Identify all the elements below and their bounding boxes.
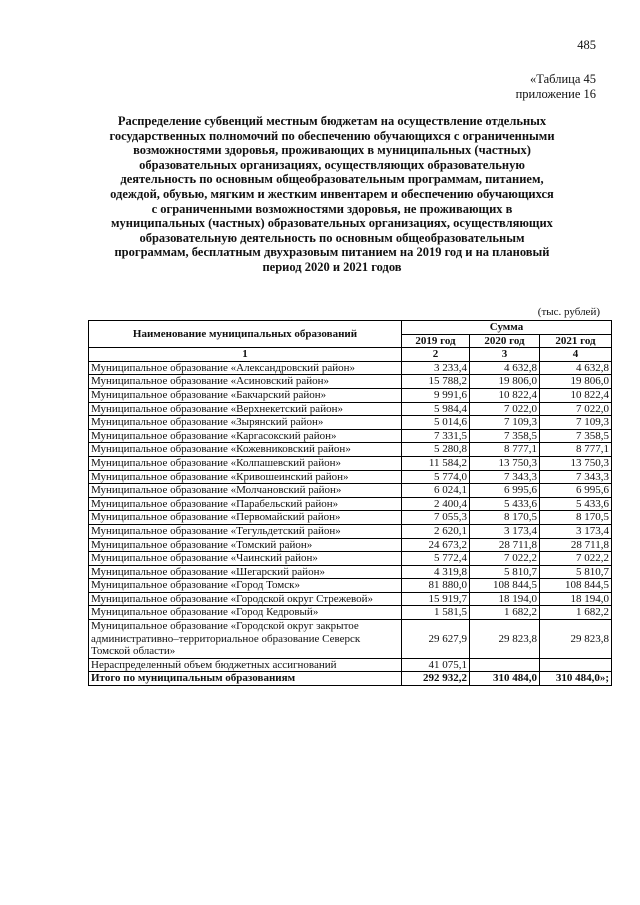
- value-2019: 15 919,7: [402, 592, 470, 606]
- municipality-name: Муниципальное образование «Кожевниковский район»: [89, 443, 402, 457]
- value-2020: 7 022,2: [470, 552, 540, 566]
- value-2019: 3 233,4: [402, 361, 470, 375]
- column-number: 1: [89, 348, 402, 362]
- value-2019: 5 280,8: [402, 443, 470, 457]
- municipality-name: Муниципальное образование «Первомайский район»: [89, 511, 402, 525]
- title-line: муниципальных (частных) образовательных организациях, осуществляющих: [111, 216, 553, 231]
- table-row: [89, 524, 612, 538]
- table-body: [89, 361, 612, 672]
- value-2021: 28 711,8: [540, 538, 612, 552]
- title-line: одеждой, обувью, мягким и жестким инвентарем и обеспечению обучающихся: [110, 186, 554, 201]
- value-2020: 7 343,3: [470, 470, 540, 484]
- municipality-name: Муниципальное образование «Колпашевский район»: [89, 456, 402, 470]
- municipality-name: Муниципальное образование «Александровский район»: [89, 361, 402, 375]
- municipality-name: Нераспределенный объем бюджетных ассигнований: [89, 658, 402, 672]
- value-2021: 29 823,8: [540, 620, 612, 659]
- title-line: Распределение субвенций местным бюджетам на осуществление отдельных: [117, 114, 547, 128]
- value-2020: 7 022,0: [470, 402, 540, 416]
- municipality-name: Муниципальное образование «Парабельский район»: [89, 497, 402, 511]
- value-2020: 13 750,3: [470, 456, 540, 470]
- value-2021: [540, 658, 612, 672]
- value-2021: 19 806,0: [540, 375, 612, 389]
- value-2020: 7 358,5: [470, 429, 540, 443]
- municipality-name: Муниципальное образование «Тегульдетский район»: [89, 524, 402, 538]
- value-2020: 10 822,4: [470, 388, 540, 402]
- total-2021: 310 484,0»;: [540, 672, 612, 686]
- value-2019: 5 014,6: [402, 416, 470, 430]
- header-sum: Сумма: [402, 321, 612, 335]
- title-line: программам, бесплатным двухразовым питанием на 2019 год и на плановый: [114, 245, 550, 260]
- value-2019: 41 075,1: [402, 658, 470, 672]
- total-2020: 310 484,0: [470, 672, 540, 686]
- value-2021: 5 433,6: [540, 497, 612, 511]
- municipality-name: Муниципальное образование «Каргасокский район»: [89, 429, 402, 443]
- value-2019: 5 984,4: [402, 402, 470, 416]
- value-2021: 5 810,7: [540, 565, 612, 579]
- municipality-name: Муниципальное образование «Верхнекетский район»: [89, 402, 402, 416]
- units-label: (тыс. рублей): [537, 306, 600, 318]
- value-2021: 108 844,5: [540, 579, 612, 593]
- municipality-name: Муниципальное образование «Бакчарский район»: [89, 388, 402, 402]
- value-2020: 5 810,7: [470, 565, 540, 579]
- value-2019: 5 772,4: [402, 552, 470, 566]
- column-number: 4: [540, 348, 612, 362]
- title-line: возможностями здоровья, проживающих в муниципальных (частных): [133, 143, 531, 158]
- value-2021: 7 109,3: [540, 416, 612, 430]
- value-2019: 5 774,0: [402, 470, 470, 484]
- table-row: [89, 579, 612, 593]
- value-2020: 18 194,0: [470, 592, 540, 606]
- column-number: 2: [402, 348, 470, 362]
- value-2020: 29 823,8: [470, 620, 540, 659]
- table-row: [89, 497, 612, 511]
- value-2019: 7 055,3: [402, 511, 470, 525]
- document-title: [82, 114, 582, 275]
- municipality-name: Муниципальное образование «Кривошеинский район»: [89, 470, 402, 484]
- title-line: период 2020 и 2021 годов: [262, 259, 402, 274]
- municipality-name: Муниципальное образование «Чаинский район»: [89, 552, 402, 566]
- value-2021: 1 682,2: [540, 606, 612, 620]
- value-2020: 5 433,6: [470, 497, 540, 511]
- table-row: [89, 388, 612, 402]
- header-year-2019: 2019 год: [402, 334, 470, 348]
- value-2020: 8 170,5: [470, 511, 540, 525]
- table-row: [89, 456, 612, 470]
- value-2020: 6 995,6: [470, 484, 540, 498]
- value-2020: 7 109,3: [470, 416, 540, 430]
- municipality-name: Муниципальное образование «Городской округ Стрежевой»: [89, 592, 402, 606]
- value-2019: 24 673,2: [402, 538, 470, 552]
- appendix-reference: [516, 72, 596, 102]
- municipality-name: Муниципальное образование «Томский район»: [89, 538, 402, 552]
- value-2019: 6 024,1: [402, 484, 470, 498]
- table-row: [89, 416, 612, 430]
- value-2019: 29 627,9: [402, 620, 470, 659]
- value-2020: 19 806,0: [470, 375, 540, 389]
- value-2019: 2 620,1: [402, 524, 470, 538]
- title-line: государственных полномочий по обеспечению обучающихся с ограниченными: [109, 128, 555, 143]
- table-total-row: [89, 672, 612, 686]
- value-2021: 6 995,6: [540, 484, 612, 498]
- table-row: [89, 470, 612, 484]
- municipality-name: Муниципальное образование «Асиновский район»: [89, 375, 402, 389]
- value-2021: 3 173,4: [540, 524, 612, 538]
- table-row: [89, 658, 612, 672]
- value-2021: 8 170,5: [540, 511, 612, 525]
- table-row: [89, 361, 612, 375]
- value-2019: 1 581,5: [402, 606, 470, 620]
- title-line: деятельность по основным общеобразовательным программам, питанием,: [120, 172, 544, 187]
- value-2019: 9 991,6: [402, 388, 470, 402]
- title-line: образовательную деятельность по основным общеобразовательным: [139, 230, 525, 245]
- value-2021: 4 632,8: [540, 361, 612, 375]
- appendix-label: приложение 16: [515, 87, 596, 101]
- value-2020: 4 632,8: [470, 361, 540, 375]
- header-year-2021: 2021 год: [540, 334, 612, 348]
- value-2021: 7 343,3: [540, 470, 612, 484]
- value-2020: [470, 658, 540, 672]
- value-2020: 8 777,1: [470, 443, 540, 457]
- municipality-name: Муниципальное образование «Зырянский район»: [89, 416, 402, 430]
- value-2019: 15 788,2: [402, 375, 470, 389]
- subsidy-table: [88, 320, 612, 686]
- value-2019: 4 319,8: [402, 565, 470, 579]
- value-2021: 7 022,2: [540, 552, 612, 566]
- value-2020: 28 711,8: [470, 538, 540, 552]
- value-2021: 7 358,5: [540, 429, 612, 443]
- municipality-name: Муниципальное образование «Городской округ закрытое административно–территориальное образование Северск Томской области»: [89, 620, 402, 659]
- table-row: [89, 592, 612, 606]
- table-row: [89, 511, 612, 525]
- title-line: с ограниченными возможностями здоровья, не проживающих в: [151, 201, 513, 216]
- column-number: 3: [470, 348, 540, 362]
- page-number: 485: [577, 38, 596, 52]
- value-2019: 7 331,5: [402, 429, 470, 443]
- value-2021: 10 822,4: [540, 388, 612, 402]
- table-row: [89, 375, 612, 389]
- value-2019: 11 584,2: [402, 456, 470, 470]
- value-2020: 108 844,5: [470, 579, 540, 593]
- table-row: [89, 552, 612, 566]
- table-row: [89, 606, 612, 620]
- municipality-name: Муниципальное образование «Молчановский район»: [89, 484, 402, 498]
- table-row: [89, 402, 612, 416]
- value-2020: 3 173,4: [470, 524, 540, 538]
- title-line: образовательных организациях, осуществляющих образовательную: [139, 157, 525, 172]
- table-row: [89, 565, 612, 579]
- value-2021: 13 750,3: [540, 456, 612, 470]
- table-row: [89, 443, 612, 457]
- municipality-name: Муниципальное образование «Город Кедровый»: [89, 606, 402, 620]
- table-row: [89, 620, 612, 659]
- header-municipality: Наименование муниципальных образований: [89, 321, 402, 348]
- table-header-row: [89, 321, 612, 335]
- header-year-2020: 2020 год: [470, 334, 540, 348]
- value-2021: 8 777,1: [540, 443, 612, 457]
- appendix-table-number: «Таблица 45: [530, 72, 596, 86]
- table-row: [89, 538, 612, 552]
- municipality-name: Муниципальное образование «Шегарский район»: [89, 565, 402, 579]
- value-2020: 1 682,2: [470, 606, 540, 620]
- value-2019: 81 880,0: [402, 579, 470, 593]
- value-2019: 2 400,4: [402, 497, 470, 511]
- value-2021: 7 022,0: [540, 402, 612, 416]
- total-2019: 292 932,2: [402, 672, 470, 686]
- value-2021: 18 194,0: [540, 592, 612, 606]
- total-label: Итого по муниципальным образованиям: [89, 672, 402, 686]
- municipality-name: Муниципальное образование «Город Томск»: [89, 579, 402, 593]
- table-row: [89, 429, 612, 443]
- table-column-numbers-row: [89, 348, 612, 362]
- table-row: [89, 484, 612, 498]
